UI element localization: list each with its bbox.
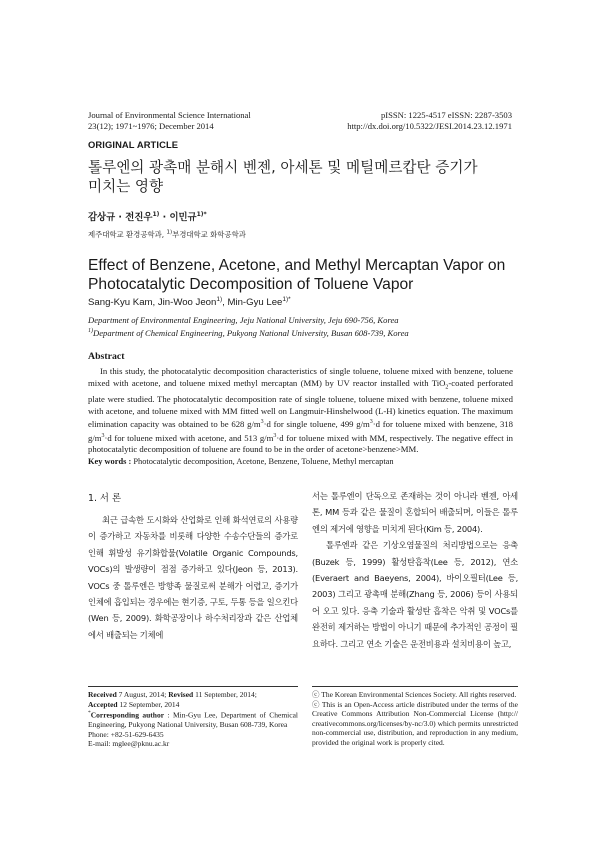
- keywords: [88, 457, 518, 466]
- abstract-sup-b: 3: [369, 419, 373, 426]
- accepted-line: [88, 700, 298, 710]
- email[interactable]: E-mail: mglee@pknu.ac.kr: [88, 739, 170, 749]
- korean-authors: [88, 209, 207, 223]
- english-authors-sup2: 1)*: [282, 296, 291, 303]
- english-title-line2: Photocatalytic Decomposition of Toluene Vapor: [88, 276, 414, 293]
- abstract-sub: 2: [445, 384, 449, 391]
- abstract-heading: Abstract: [88, 351, 125, 362]
- korean-title-line2: 미치는 영향: [88, 178, 164, 195]
- abstract-text-f: ·d for toluene mixed with MM, respectively. The negative effect in photocatalytic decomposition of toluene are found to be in the order of acetone>benzene>MM.: [88, 432, 513, 455]
- corresponding-author: [88, 709, 298, 730]
- accepted-label: Accepted: [88, 699, 118, 709]
- english-title: [88, 256, 518, 294]
- abstract-text-e: ·d for toluene mixed with acetone, and 513 g/m: [104, 432, 274, 443]
- english-title-line1: Effect of Benzene, Acetone, and Methyl Mercaptan Vapor on: [88, 257, 506, 274]
- copyright-line: ⓒ The Korean Environmental Sciences Society. All rights reserved.: [312, 690, 517, 699]
- korean-affiliation: [88, 229, 246, 240]
- corr-sup: *: [88, 710, 91, 717]
- corr-label: Corresponding author: [90, 710, 165, 720]
- english-affiliations: [88, 315, 528, 339]
- journal-volume: 23(12); 1971~1976; December 2014: [88, 121, 214, 131]
- journal-name: Journal of Environmental Science International: [88, 110, 251, 120]
- accepted-date: 12 September, 2014: [117, 699, 180, 709]
- received-date: 7 August, 2014;: [116, 690, 169, 699]
- phone: Phone: +82-51-629-6435: [88, 729, 164, 739]
- footer-right: [312, 690, 518, 748]
- english-authors-sup1: 1): [216, 296, 223, 303]
- body-left-column: [88, 512, 298, 643]
- english-aff2-sup: 1): [88, 328, 93, 334]
- english-aff2: [88, 326, 528, 339]
- abstract-text-d: ·d for toluene mixed with benzene, 318 g/m: [88, 419, 513, 443]
- body-right-paragraph1: 서는 톨루엔이 단독으로 존재하는 것이 아니라 벤젠, 아세톤, MM 등과 같은 물질이 혼합되어 배출되며, 이들은 톨루엔의 제거에 영향을 미치게 된다(Kim 등, 2004).: [312, 491, 518, 534]
- license-text: ⓒ This is an Open-Access article distributed under the terms of the Creative Commons Attribution Non-Commercial License (http:// creativecommons.org/licenses/by-nc/3.0) which permits unrestricted non-commercial use, distribution, and reproduction in any medium, provided the original work is properly cited.: [312, 699, 518, 747]
- korean-title-line1: 톨루엔의 광촉매 분해시 벤젠, 아세톤 및 메틸메르캅탄 증기가: [88, 159, 478, 176]
- body-left-paragraph: 최근 급속한 도시화와 산업화로 인해 화석연료의 사용량이 증가하고 자동차를 비롯해 다양한 수송수단들의 증가로 인해 휘발성 유기화합물(Volatile Organic Compounds, VOCs)의 발생량이 점점 증가하고 있다(Jeon 등, 2013). VOCs 중 톨루엔은 방향족 물질로써 분해가 어렵고, 증기가 인체에 흡입되는 경우에는 현기증, 구토, 두통 등을 일으킨다(Wen 등, 2009). 화학공장이나 하수처리장과 같은 산업체에서 배출되는 기체에: [88, 515, 298, 640]
- abstract-sup-c: 3: [101, 432, 105, 439]
- english-authors: [88, 296, 291, 308]
- issn: pISSN: 1225-4517 eISSN: 2287-3503: [380, 110, 512, 120]
- english-aff2-text: Department of Chemical Engineering, Pukyong National University, Busan 608-739, Korea: [93, 327, 409, 338]
- abstract-sup-d: 3: [273, 432, 277, 439]
- korean-aff-main: 제주대학교 환경공학과,: [88, 230, 167, 239]
- abstract-text-c: ·d for single toluene, 499 g/m: [263, 419, 370, 429]
- body-right-column: [312, 488, 518, 652]
- korean-authors-sup2: 1)*: [196, 210, 207, 218]
- keywords-label: Key words :: [88, 457, 132, 466]
- abstract-text-a: In this study, the photocatalytic decomposition characteristics of single toluene, toluene mixed with benzene, toluene mixed with acetone, and toluene mixed methyl mercaptan (MM) by UV reactor installed with TiO: [88, 366, 513, 388]
- body-right-paragraph2: 톨루엔과 같은 기상오염물질의 처리방법으로는 응축(Buzek 등, 1999) 활성탄흡착(Lee 등, 2012), 연소(Everaert and Baeyens, 2004), 바이오필터(Lee 등, 2003) 그리고 광촉매 분해(Zhang 등, 2006) 등이 사용되어 오고 있다. 응축 기술과 활성탄 흡착은 악취 및 VOCs를 완전히 제거하는 방법이 아니기 때문에 추가적인 공정이 필요하다. 그리고 연소 기술은 운전비용과 설치비용이 높고,: [312, 540, 518, 649]
- korean-title: [88, 158, 518, 196]
- korean-authors-b: · 이민규: [159, 212, 197, 223]
- english-authors-a: Sang-Kyu Kam, Jin-Woo Jeon: [88, 297, 217, 309]
- korean-aff-sup: 1): [166, 229, 173, 236]
- received-line: [88, 690, 298, 700]
- english-authors-b: , Min-Gyu Lee: [222, 297, 283, 309]
- section-heading: 1. 서 론: [88, 493, 122, 504]
- abstract-body: [88, 366, 513, 456]
- article-type: ORIGINAL ARTICLE: [88, 139, 179, 150]
- corr-text: : Min-Gyu Lee, Department of Chemical Engineering, Pukyong National University, Busan 608-739, Korea: [88, 710, 299, 730]
- journal-header: [88, 110, 328, 132]
- issn-header: [300, 110, 512, 132]
- footer-rule-right: [312, 686, 518, 687]
- english-aff1: Department of Environmental Engineering, Jeju National University, Jeju 690-756, Korea: [88, 315, 399, 325]
- abstract-sup-a: 3: [260, 419, 264, 426]
- keywords-text: Photocatalytic decomposition, Acetone, Benzene, Toluene, Methyl mercaptan: [131, 457, 394, 466]
- doi-link[interactable]: http://dx.doi.org/10.5322/JESI.2014.23.12.1971: [347, 121, 512, 131]
- footer-rule-left: [88, 686, 298, 687]
- revised-date: 11 September, 2014;: [193, 690, 257, 699]
- abstract-text-b: -coated perforated plate were studied. The photocatalytic decomposition rate of single toluene, toluene mixed with benzene, toluene mixed with acetone, and toluene mixed with MM fitted well on Langmuir-Hinshelwood (L-H) kinetics equation. The maximum elimination capacity was obtained to be 628 g/m: [88, 377, 513, 429]
- received-label: Received: [88, 690, 117, 699]
- footer-left: [88, 690, 298, 749]
- korean-authors-sup1: 1): [152, 210, 160, 218]
- korean-aff-rest: 부경대학교 화학공학과: [172, 230, 246, 239]
- korean-authors-a: 감상규 · 전진우: [88, 212, 153, 223]
- revised-label: Revised: [168, 690, 194, 699]
